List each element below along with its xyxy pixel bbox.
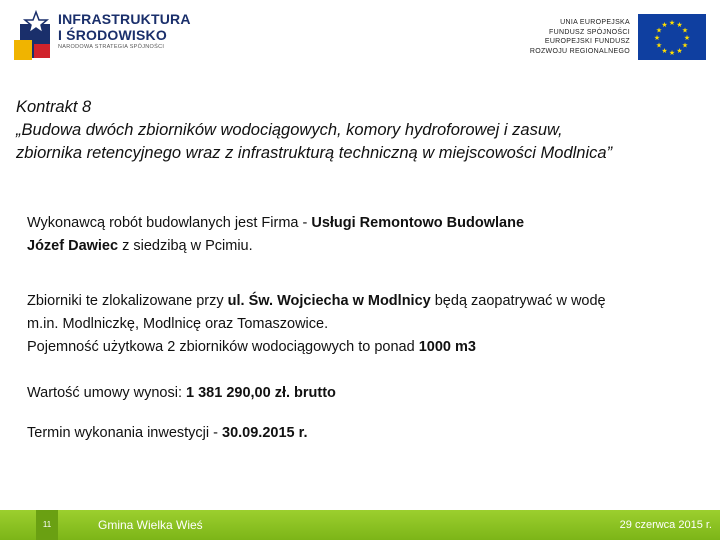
svg-text:★: ★ <box>668 49 676 57</box>
eu-logo-block <box>530 14 706 62</box>
eu-text <box>530 18 630 56</box>
capacity-prefix: Pojemność użytkowa 2 zbiorników wodociągowych to ponad <box>27 339 419 355</box>
tanks-prefix: Zbiorniki te zlokalizowane przy <box>27 293 228 309</box>
footer-date: 29 czerwca 2015 r. <box>619 519 712 531</box>
contractor-name-b: Józef Dawiec <box>27 238 119 254</box>
logo-line-2: I ŚRODOWISKO <box>58 27 167 43</box>
tanks-location: ul. Św. Wojciecha w Modlnicy <box>227 293 431 309</box>
logo-tagline: NARODOWA STRATEGIA SPÓJNOŚCI <box>58 44 165 50</box>
contractor-line-1 <box>27 212 697 235</box>
contractor-prefix: Wykonawcą robót budowlanych jest Firma - <box>27 215 312 231</box>
title-contract-number: Kontrakt 8 <box>16 98 92 116</box>
contract-value <box>27 382 697 405</box>
eu-line-2: FUNDUSZ SPÓJNOŚCI <box>549 28 630 36</box>
title-line-3: zbiornika retencyjnego wraz z infrastrukturą techniczną w miejscowości Modlnica” <box>16 144 613 162</box>
svg-text:★: ★ <box>676 21 683 29</box>
tanks-paragraph <box>27 290 697 359</box>
slide-footer <box>0 510 720 540</box>
svg-text:★: ★ <box>668 19 676 27</box>
deadline-label: Termin wykonania inwestycji - <box>27 425 223 441</box>
eu-flag-icon <box>638 14 706 60</box>
logo-emblem-icon <box>14 10 54 60</box>
svg-text:★: ★ <box>676 47 683 55</box>
svg-text:★: ★ <box>683 34 691 42</box>
svg-text:★: ★ <box>661 21 668 29</box>
deadline <box>27 422 697 445</box>
slide-number: 11 <box>36 510 58 540</box>
svg-text:★: ★ <box>653 34 661 42</box>
contractor-name-a: Usługi Remontowo Budowlane <box>311 215 525 231</box>
eu-line-1: UNIA EUROPEJSKA <box>560 19 630 26</box>
tanks-line-1 <box>27 290 697 313</box>
svg-text:★: ★ <box>655 41 663 50</box>
infrastruktura-logo <box>14 10 191 62</box>
svg-text:★: ★ <box>661 47 668 55</box>
capacity-value: 1000 m3 <box>418 339 476 355</box>
tanks-suffix: będą zaopatrywać w wodę <box>430 293 606 309</box>
logo-line-1: INFRASTRUKTURA <box>58 11 191 27</box>
deadline-line <box>27 422 697 445</box>
eu-line-3: EUROPEJSKI FUNDUSZ <box>544 38 630 45</box>
svg-text:★: ★ <box>681 41 689 50</box>
value-amount: 1 381 290,00 zł. brutto <box>186 385 336 401</box>
svg-text:★: ★ <box>655 26 663 35</box>
tanks-line-3 <box>27 336 697 359</box>
contractor-suffix: z siedzibą w Pcimiu. <box>118 238 253 254</box>
slide-title <box>16 96 716 165</box>
value-label: Wartość umowy wynosi: <box>27 385 186 401</box>
footer-organization: Gmina Wielka Wieś <box>98 518 203 532</box>
svg-text:★: ★ <box>681 26 689 35</box>
tanks-line-2: m.in. Modlniczkę, Modlnicę oraz Tomaszowice. <box>27 316 329 332</box>
contract-value-line <box>27 382 697 405</box>
eu-line-4: ROZWOJU REGIONALNEGO <box>529 47 630 55</box>
contractor-line-2 <box>27 235 697 258</box>
deadline-date: 30.09.2015 r. <box>222 425 308 441</box>
contractor-paragraph <box>27 212 697 258</box>
title-line-2: „Budowa dwóch zbiorników wodociągowych, komory hydroforowej i zasuw, <box>16 121 563 139</box>
logo-text <box>58 12 191 51</box>
